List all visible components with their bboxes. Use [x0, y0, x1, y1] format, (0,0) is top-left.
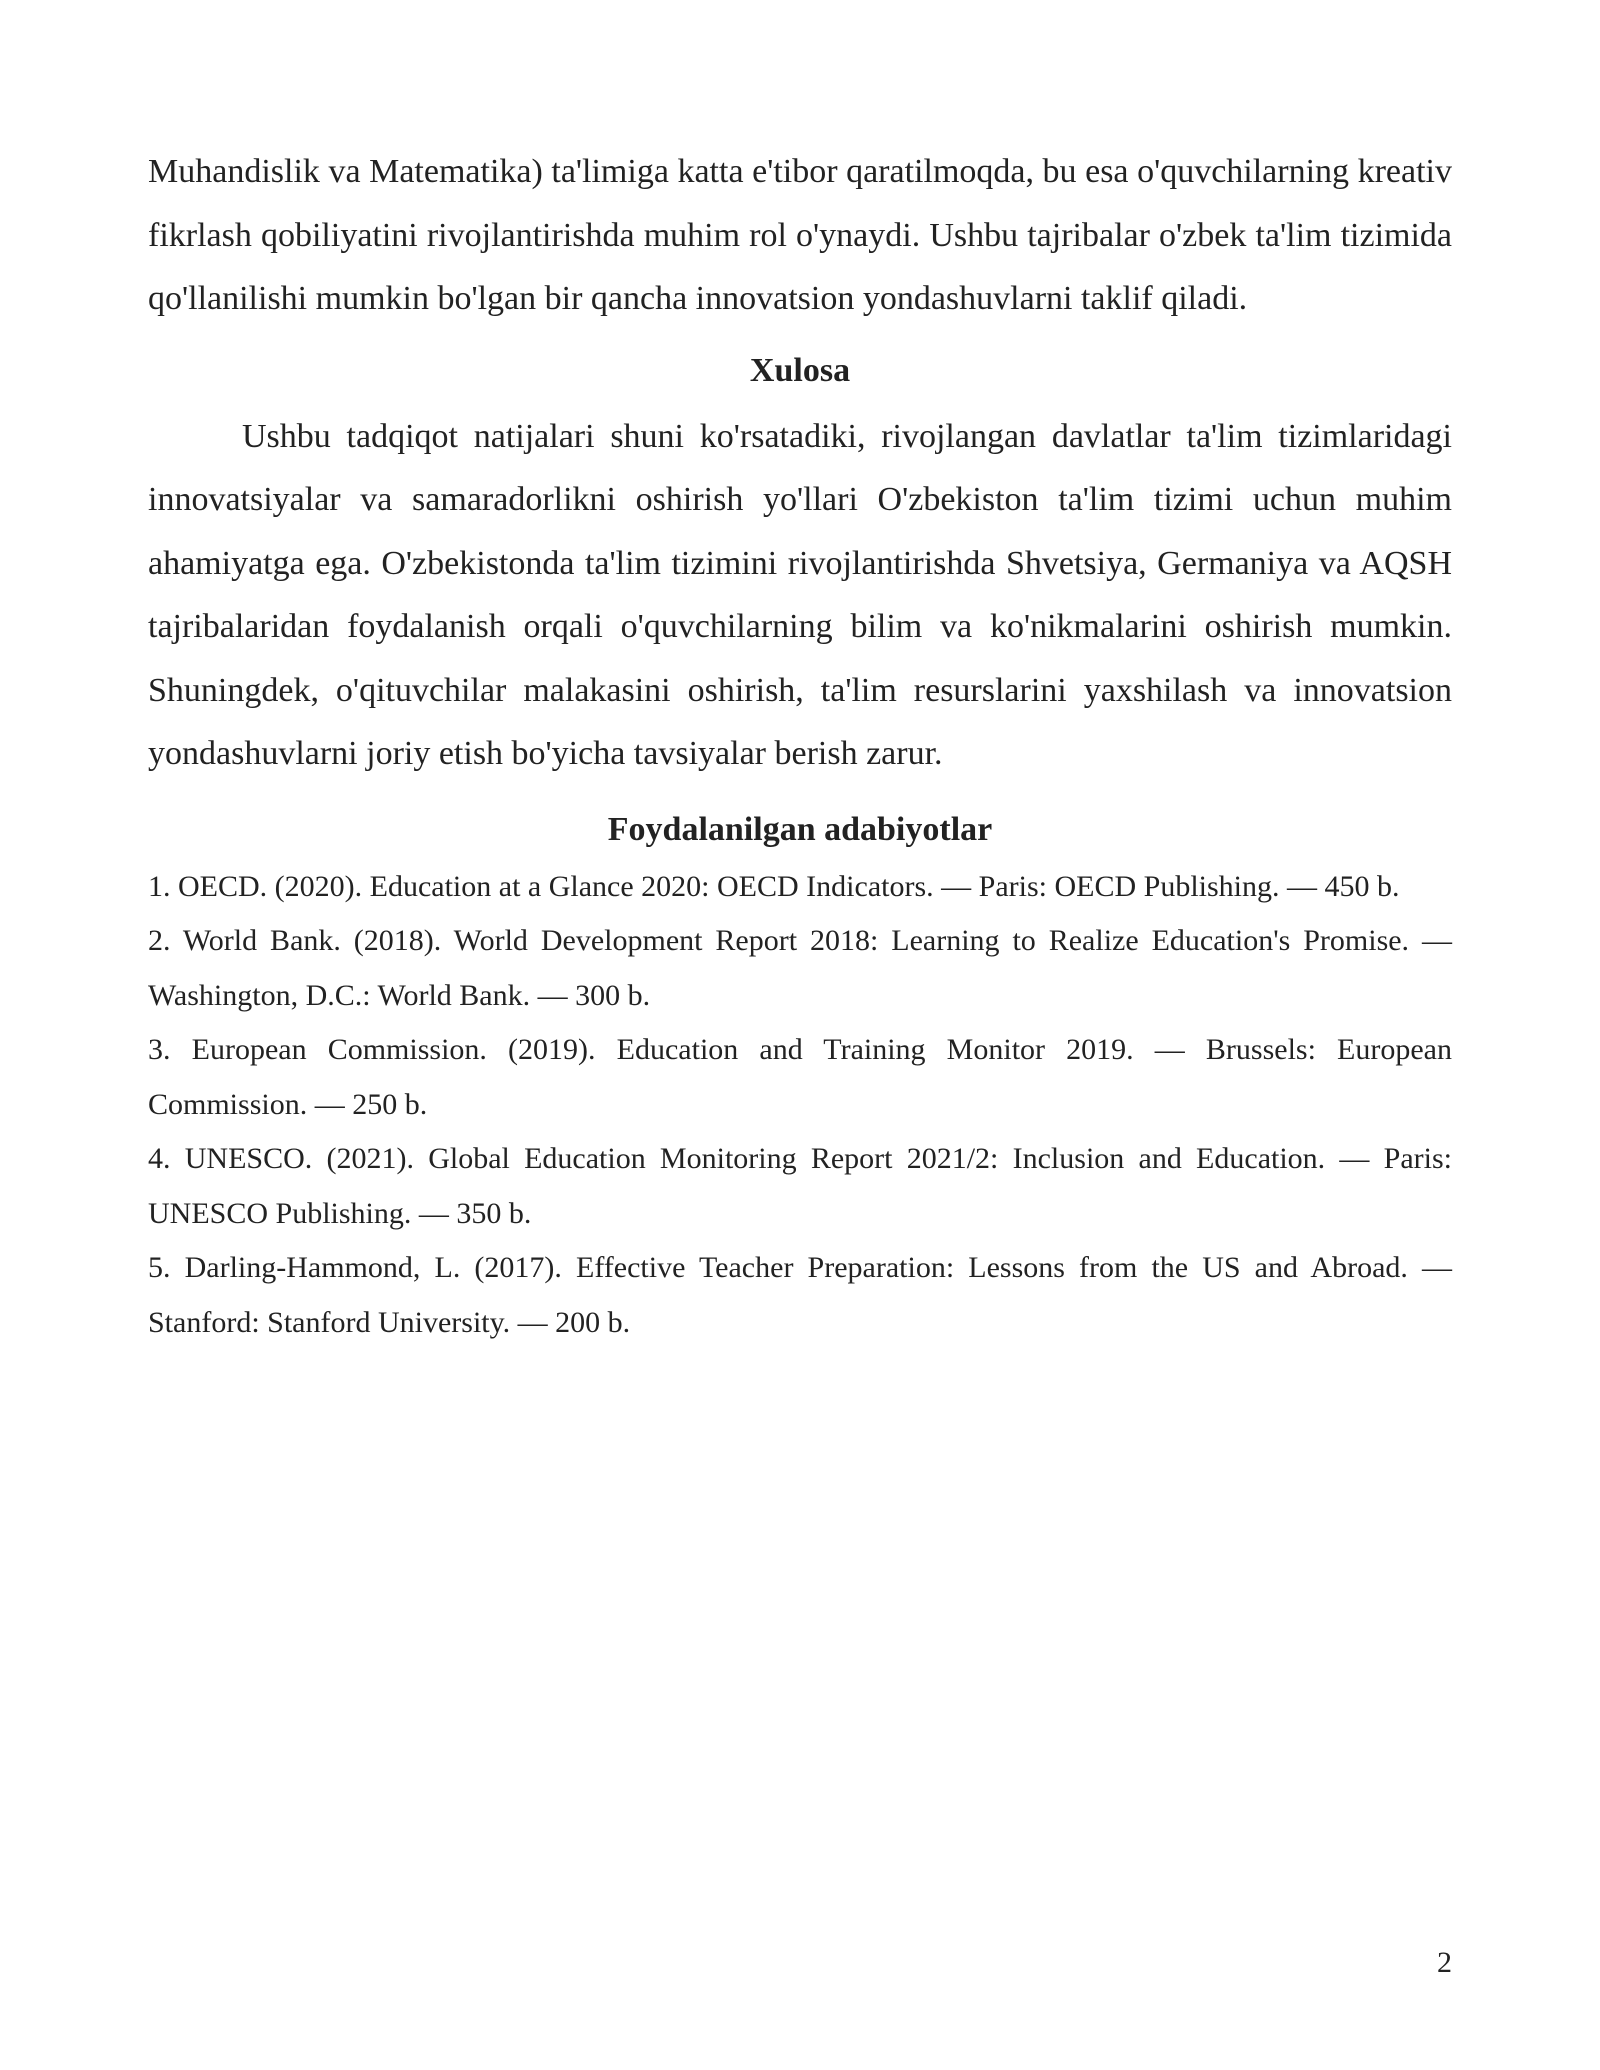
- reference-item: 4. UNESCO. (2021). Global Education Monitoring Report 2021/2: Inclusion and Education. — Paris: UNESCO Publishing. — 350 b.: [148, 1142, 1452, 1230]
- reference-item: 3. European Commission. (2019). Education and Training Monitor 2019. — Brussels: European Commission. — 250 b.: [148, 1033, 1452, 1121]
- references-list: [148, 860, 1452, 1351]
- reference-item: 5. Darling-Hammond, L. (2017). Effective Teacher Preparation: Lessons from the US and Abroad. — Stanford: Stanford University. — 200 b.: [148, 1251, 1452, 1339]
- reference-item: 1. OECD. (2020). Education at a Glance 2020: OECD Indicators. — Paris: OECD Publishing. — 450 b.: [148, 869, 1400, 903]
- conclusion-heading: Xulosa: [749, 351, 851, 389]
- references-heading: Foydalanilgan adabiyotlar: [607, 810, 993, 848]
- conclusion-paragraph: Ushbu tadqiqot natijalari shuni ko'rsatadiki, rivojlangan davlatlar ta'lim tizimlaridagi innovatsiyalar va samaradorlikni oshirish yo'llari O'zbekiston ta'lim tizimi uchun muhim ahamiyatga ega. O'zbekistonda ta'lim tizimini rivojlantirishda Shvetsiya, Germaniya va AQSH tajribalaridan foydalanish orqali o'quvchilarning bilim va ko'nikmalarini oshirish mumkin. Shuningdek, o'qituvchilar malakasini oshirish, ta'lim resurslarini yaxshilash va innovatsion yondashuvlarni joriy etish bo'yicha tavsiyalar berish zarur.: [148, 417, 1452, 772]
- page-number: 2: [1437, 1946, 1452, 1979]
- page-content: [148, 140, 1452, 1350]
- reference-item: 2. World Bank. (2018). World Development Report 2018: Learning to Realize Education's Promise. — Washington, D.C.: World Bank. — 300 b.: [148, 924, 1452, 1012]
- intro-paragraph: Muhandislik va Matematika) ta'limiga katta e'tibor qaratilmoqda, bu esa o'quvchilarning kreativ fikrlash qobiliyatini rivojlantirishda muhim rol o'ynaydi. Ushbu tajribalar o'zbek ta'lim tizimida qo'llanilishi mumkin bo'lgan bir qancha innovatsion yondashuvlarni taklif qiladi.: [148, 153, 1452, 317]
